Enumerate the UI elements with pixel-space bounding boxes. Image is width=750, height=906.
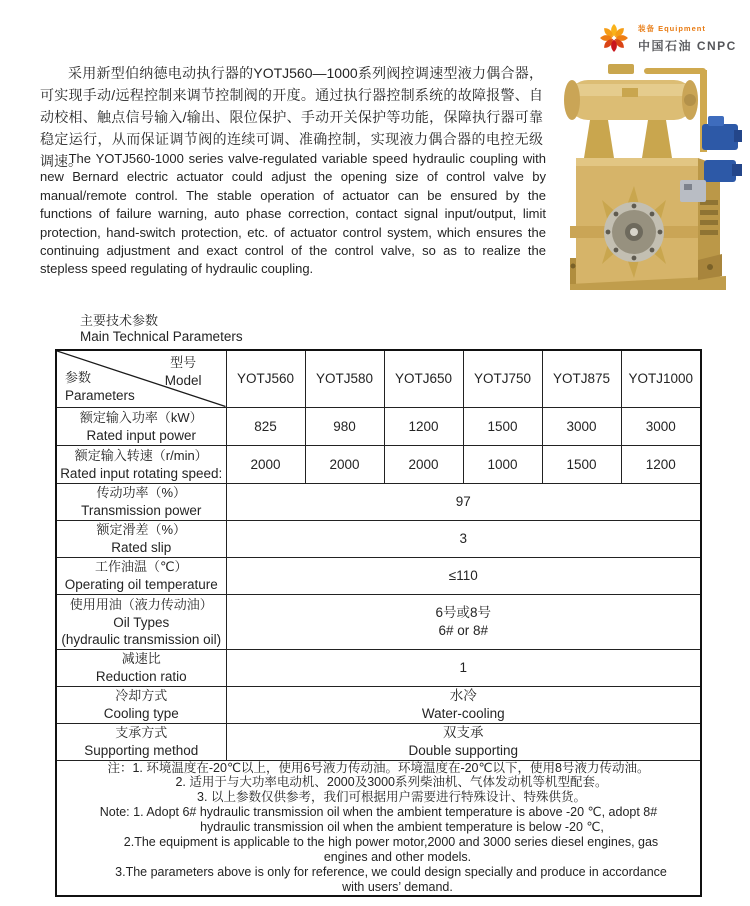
corner-cell: [56, 350, 226, 407]
model-header: YOTJ1000: [621, 350, 701, 407]
table-notes-row: [56, 760, 701, 896]
note-line: 注：1. 环境温度在-20℃以上，使用6号液力传动油。环境温度在-20℃以下，使用8号液力传动油。: [107, 760, 650, 775]
model-header: YOTJ875: [542, 350, 621, 407]
model-header: YOTJ750: [463, 350, 542, 407]
section-title-en: Main Technical Parameters: [80, 329, 243, 344]
row-label: 工作油温（℃） Operating oil temperature: [56, 557, 226, 594]
model-header: YOTJ650: [384, 350, 463, 407]
row-label: 额定滑差（%） Rated slip: [56, 520, 226, 557]
model-header: YOTJ580: [305, 350, 384, 407]
intro-paragraph-en: The YOTJ560-1000 series valve-regulated variable speed hydraulic coupling with new Bernard electric actuator could adjust the opening size of control valve by manual/remote control. The stable operation of actuator can be ensured by the functions of failure warning, auto phase correction, contact signal input/output, limit protection, hand-switch protection, etc. of actuator control system, which ensures the continuing adjustment and exact control of the control valve, so as to realize the stepless speed regulating of hydraulic coupling.: [40, 151, 546, 277]
note-line: engines and other models.: [323, 849, 472, 864]
logo-equipment-label: 装备 Equipment: [638, 23, 706, 33]
cell-value: 1500: [463, 407, 542, 445]
cell-value: 980: [305, 407, 384, 445]
logo-text-block: [638, 23, 737, 54]
cell-value: 1200: [621, 445, 701, 483]
row-label: 额定输入功率（kW） Rated input power: [56, 407, 226, 445]
cell-value: 3000: [542, 407, 621, 445]
table-row: [56, 407, 701, 445]
table-header-row: [56, 350, 701, 407]
cnpc-logo: [597, 21, 737, 55]
merged-value: 水冷 Water-cooling: [226, 686, 701, 723]
notes-cell: [56, 760, 701, 896]
note-line: 2.The equipment is applicable to the high power motor,2000 and 3000 series diesel engines, gas: [123, 835, 659, 850]
merged-value: 1: [226, 649, 701, 686]
note-line: with users’ demand.: [342, 879, 453, 894]
table-row: [56, 686, 701, 723]
model-header: YOTJ560: [226, 350, 305, 407]
row-label: 减速比 Reduction ratio: [56, 649, 226, 686]
cell-value: 3000: [621, 407, 701, 445]
table-row: [56, 483, 701, 520]
table-row: [56, 649, 701, 686]
cell-value: 825: [226, 407, 305, 445]
spec-table: [55, 349, 702, 897]
cell-value: 1000: [463, 445, 542, 483]
section-title-zh: 主要技术参数: [80, 313, 159, 328]
table-row: [56, 594, 701, 649]
cell-value: 2000: [226, 445, 305, 483]
corner-param-label: 参数 Parameters: [65, 369, 135, 403]
merged-value: ≤110: [226, 557, 701, 594]
merged-value: 6号或8号 6# or 8#: [226, 594, 701, 649]
note-line: hydraulic transmission oil when the ambient temperature is below -20 ℃,: [200, 820, 604, 835]
row-label: 传动功率（%） Transmission power: [56, 483, 226, 520]
row-label: 额定输入转速（r/min） Rated input rotating speed:: [56, 445, 226, 483]
table-row: [56, 723, 701, 760]
corner-model-label: 型号 Model: [164, 355, 202, 388]
merged-value: 双支承 Double supporting: [226, 723, 701, 760]
table-row: [56, 520, 701, 557]
merged-value: 97: [226, 483, 701, 520]
note-line: 3.The parameters above is only for reference, we could design specially and produce in accordance: [115, 864, 667, 879]
row-label: 冷却方式 Cooling type: [56, 686, 226, 723]
cell-value: 2000: [384, 445, 463, 483]
cell-value: 2000: [305, 445, 384, 483]
cell-value: 1500: [542, 445, 621, 483]
cnpc-logo-icon: [597, 21, 631, 55]
intro-paragraph-zh: 采用新型伯纳德电动执行器的YOTJ560—1000系列阀控调速型液力偶合器，可实现手动/远程控制来调节控制阀的开度。通过执行器控制系统的故障报警、自动校相、触点信号输入/输出、限位保护、手动开关保护等功能，保障执行器可靠稳定运行，从而保证调节阀的连续可调、准确控制，实现液力偶合器的电控无级调速。: [40, 65, 543, 169]
note-line: 3. 以上参数仅供参考，我们可根据用户需要进行特殊设计、特殊供货。: [197, 790, 586, 805]
row-label: 支承方式 Supporting method: [56, 723, 226, 760]
merged-value: 3: [226, 520, 701, 557]
cell-value: 1200: [384, 407, 463, 445]
logo-company-label: 中国石油 CNPC: [638, 38, 737, 53]
note-line: 2. 适用于与大功率电动机、2000及3000系列柴油机、气体发动机等机型配套。: [175, 775, 608, 790]
row-label: 使用用油（液力传动油） Oil Types (hydraulic transmission oil): [56, 594, 226, 649]
product-photo: [556, 62, 746, 290]
table-row: [56, 557, 701, 594]
note-line: Note: 1. Adopt 6# hydraulic transmission oil when the ambient temperature is above -20 ℃, adopt 8#: [99, 805, 658, 820]
table-row: [56, 445, 701, 483]
